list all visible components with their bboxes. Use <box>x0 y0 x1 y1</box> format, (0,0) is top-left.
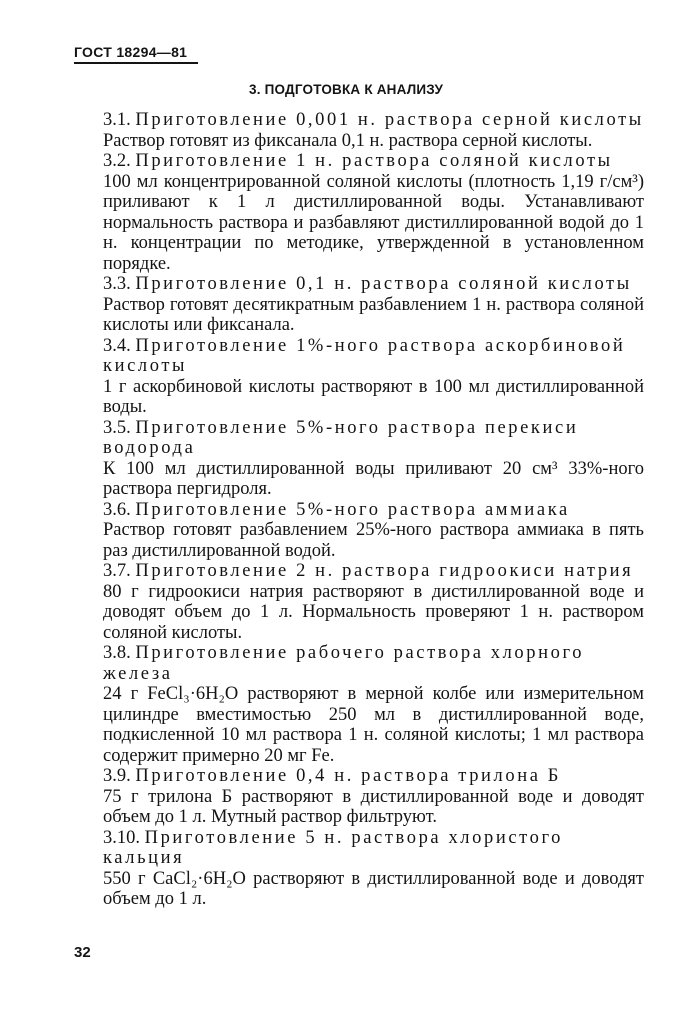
clause-title: Приготовление 5 н. раствора хлористого кальция <box>103 827 564 868</box>
clause-3-8 <box>103 643 644 766</box>
clause-title: Приготовление 0,001 н. раствора серной кислоты <box>135 110 644 130</box>
clause-3-10 <box>103 828 644 910</box>
clause-title: Приготовление 0,4 н. раствора трилона Б <box>135 766 561 786</box>
clause-title: Приготовление 1%-ного раствора аскорбиновой кислоты <box>103 335 626 376</box>
clause-number: 3.4. <box>103 335 131 356</box>
clause-3-1 <box>103 110 644 151</box>
clause-title: Приготовление 5%-ного раствора перекиси водорода <box>103 417 579 458</box>
clause-text: 100 мл концентрированной соляной кислоты (плотность 1,19 г/см³) приливают к 1 л дистиллированной воды. Устанавливают нормальность раствора и разбавляют дистиллированной водой до 1 н. концентрации по методике, утвержденной в установленном порядке. <box>103 171 644 274</box>
clause-number: 3.7. <box>103 561 131 581</box>
clause-title: Приготовление рабочего раствора хлорного железа <box>103 643 585 684</box>
clause-3-3 <box>103 274 644 336</box>
clause-number: 3.9. <box>103 766 131 786</box>
clause-text: Раствор готовят разбавлением 25%-ного раствора аммиака в пять раз дистиллированной водой. <box>103 520 644 561</box>
section-title: 3. ПОДГОТОВКА К АНАЛИЗУ <box>249 82 444 97</box>
clause-title: Приготовление 2 н. раствора гидроокиси натрия <box>135 561 634 581</box>
clause-number: 3.6. <box>103 499 131 520</box>
clause-text: К 100 мл дистиллированной воды приливают 20 см³ 33%-ного раствора пергидроля. <box>103 458 644 499</box>
clause-text: Раствор готовят из фиксанала 0,1 н. раствора серной кислоты. <box>103 130 593 151</box>
clause-text: 80 г гидроокиси натрия растворяют в дистиллированной воде и доводят объем до 1 л. Нормальность проверяют 1 н. раствором соляной кислоты. <box>103 581 644 643</box>
clause-number: 3.3. <box>103 274 131 294</box>
clause-title: Приготовление 0,1 н. раствора соляной кислоты <box>135 274 632 294</box>
clause-text: 550 г CaCl₂·6H₂O растворяют в дистиллированной воде и доводят объем до 1 л. <box>103 868 644 909</box>
clause-number: 3.1. <box>103 110 131 130</box>
clause-3-2 <box>103 151 644 274</box>
standard-header: ГОСТ 18294—81 <box>74 44 198 64</box>
clause-title: Приготовление 1 н. раствора соляной кислоты <box>135 151 613 171</box>
clause-number: 3.8. <box>103 643 131 663</box>
clause-3-9 <box>103 766 644 828</box>
section-body <box>103 110 644 910</box>
clause-text: 75 г трилона Б растворяют в дистиллированной воде и доводят объем до 1 л. Мутный раствор фильтруют. <box>103 786 644 827</box>
clause-text: Раствор готовят десятикратным разбавлением 1 н. раствора соляной кислоты или фиксанала. <box>103 294 644 335</box>
clause-3-4 <box>103 336 644 418</box>
clause-title: Приготовление 5%-ного раствора аммиака <box>135 499 570 520</box>
clause-number: 3.2. <box>103 151 131 171</box>
clause-text: 24 г FeCl₃·6H₂O растворяют в мерной колбе или измерительном цилиндре вместимостью 250 мл в дистиллированной воде, подкисленной 10 мл раствора 1 н. соляной кислоты; 1 мл раствора содержит примерно 20 мг Fe. <box>103 684 644 766</box>
clause-3-7 <box>103 561 644 643</box>
clause-number: 3.10. <box>103 827 140 848</box>
clause-number: 3.5. <box>103 417 131 438</box>
clause-3-5 <box>103 418 644 500</box>
clause-text: 1 г аскорбиновой кислоты растворяют в 100 мл дистиллированной воды. <box>103 376 644 417</box>
page-number: 32 <box>74 944 91 961</box>
clause-3-6 <box>103 500 644 562</box>
